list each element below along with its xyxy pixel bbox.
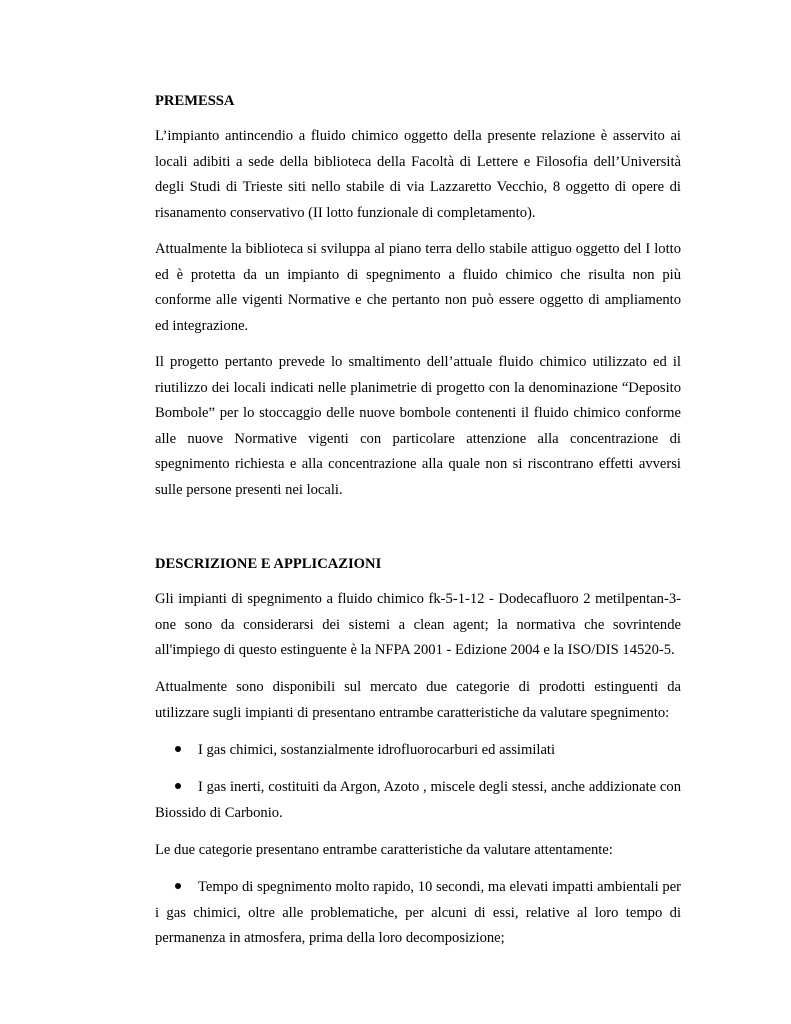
- list-item-text: Tempo di spegnimento molto rapido, 10 secondi, ma elevati impatti ambientali per i gas chimici, oltre alle problematiche, per alcuni di essi, relative al loro tempo di permanenza in atmosfera, prima della loro decomposizione;: [155, 879, 681, 947]
- section-heading-premessa: PREMESSA: [155, 93, 235, 109]
- list-item-text: I gas inerti, costituiti da Argon, Azoto , miscele degli stessi, anche addizionate con Biossido di Carbonio.: [155, 779, 681, 821]
- list-item-gas-chimici: [155, 738, 681, 764]
- paragraph-premessa-1: L’impianto antincendio a fluido chimico oggetto della presente relazione è asservito ai locali adibiti a sede della biblioteca della Facoltà di Lettere e Filosofia dell’Università degli Studi di Trieste siti nello stabile di via Lazzaretto Vecchio, 8 oggetto di opere di risanamento conservativo (II lotto funzionale di completamento).: [155, 128, 681, 221]
- bullet-icon: [175, 746, 181, 752]
- list-item-tempo-spegnimento: [155, 875, 681, 952]
- paragraph-descrizione-2: Attualmente sono disponibili sul mercato due categorie di prodotti estinguenti da utilizzare sugli impianti di presentano entrambe caratteristiche da valutare spegnimento:: [155, 679, 681, 721]
- section-heading-descrizione: DESCRIZIONE E APPLICAZIONI: [155, 556, 382, 572]
- paragraph-after-bullets: Le due categorie presentano entrambe caratteristiche da valutare attentamente:: [155, 842, 613, 858]
- paragraph-descrizione-1: Gli impianti di spegnimento a fluido chimico fk-5-1-12 - Dodecafluoro 2 metilpentan-3-one sono da considerarsi dei sistemi a clean agent; la normativa che sovrintende all'impiego di questo estinguente è la NFPA 2001 - Edizione 2004 e la ISO/DIS 14520-5.: [155, 591, 681, 659]
- list-item-gas-inerti: [155, 775, 681, 826]
- list-item-text: I gas chimici, sostanzialmente idrofluorocarburi ed assimilati: [198, 742, 556, 758]
- paragraph-premessa-3: Il progetto pertanto prevede lo smaltimento dell’attuale fluido chimico utilizzato ed il riutilizzo dei locali indicati nelle planimetrie di progetto con la denominazione “Deposito Bombole” per lo stoccaggio delle nuove bombole contenenti il fluido chimico conforme alle nuove Normative vigenti con particolare attenzione alla concentrazione di spegnimento richiesta e alla concentrazione alla quale non si riscontrano effetti avversi sulle persone presenti nei locali.: [155, 354, 681, 498]
- paragraph-premessa-2: Attualmente la biblioteca si sviluppa al piano terra dello stabile attiguo oggetto del I lotto ed è protetta da un impianto di spegnimento a fluido chimico che risulta non più conforme alle vigenti Normative e che pertanto non può essere oggetto di ampliamento ed integrazione.: [155, 241, 681, 334]
- bullet-icon: [175, 883, 181, 889]
- bullet-icon: [175, 783, 181, 789]
